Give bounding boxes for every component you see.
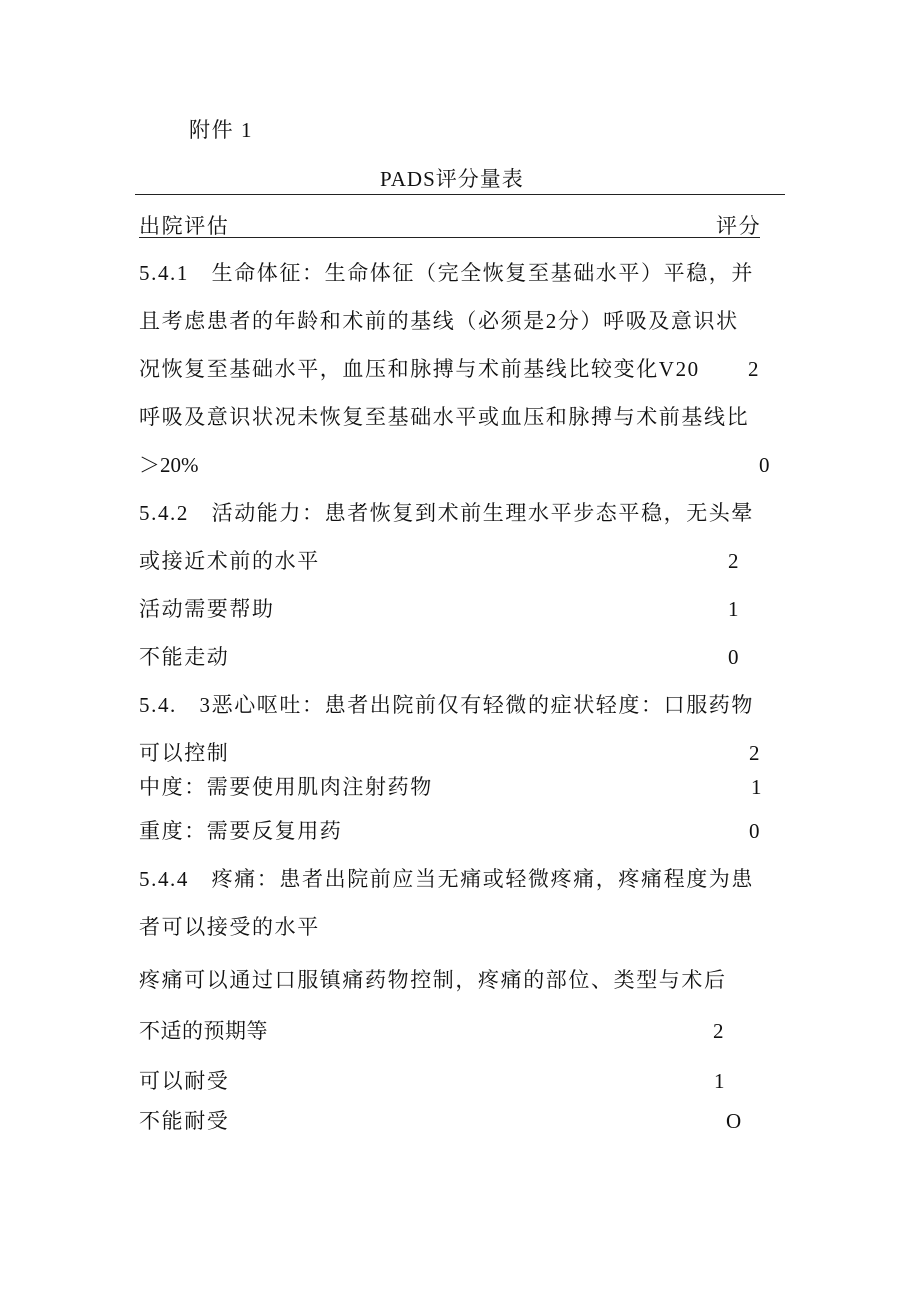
activity-score-0: 0	[728, 645, 739, 669]
activity-line-2: 或接近术前的水平	[139, 549, 320, 573]
pain-line-3: 疼痛可以通过口服镇痛药物控制，疼痛的部位、类型与术后	[139, 968, 727, 992]
pain-tolerable: 可以耐受	[139, 1069, 230, 1093]
nausea-line-2: 可以控制	[139, 741, 230, 765]
scale-title: PADS评分量表	[380, 167, 524, 191]
pain-line-4: 不适的预期等	[139, 1019, 268, 1043]
vital-signs-score-0: 0	[759, 453, 770, 477]
vital-signs-line-1: 5.4.1 生命体征：生命体征（完全恢复至基础水平）平稳，并	[139, 261, 754, 285]
activity-score-1: 1	[728, 597, 739, 621]
header-underline	[139, 237, 760, 238]
nausea-score-0: 0	[749, 819, 760, 843]
pain-score-1: 1	[714, 1069, 725, 1093]
header-discharge-assessment: 出院评估	[139, 214, 230, 238]
vital-signs-line-3: 况恢复至基础水平，血压和脉搏与术前基线比较变化V20	[139, 357, 700, 381]
pain-line-2: 者可以接受的水平	[139, 915, 320, 939]
vital-signs-line-5: ＞20%	[139, 453, 199, 477]
title-underline	[135, 194, 785, 195]
attachment-label: 附件 1	[189, 118, 254, 142]
header-score: 评分	[716, 214, 762, 238]
nausea-score-2: 2	[749, 741, 760, 765]
activity-cannot-walk: 不能走动	[139, 645, 230, 669]
activity-needs-help: 活动需要帮助	[139, 597, 275, 621]
vital-signs-score-2: 2	[748, 357, 759, 381]
vital-signs-line-4: 呼吸及意识状况未恢复至基础水平或血压和脉搏与术前基线比	[139, 405, 750, 429]
nausea-severe: 重度：需要反复用药	[139, 819, 343, 843]
vital-signs-line-2: 且考虑患者的年龄和术前的基线（必须是2分）呼吸及意识状	[139, 309, 739, 333]
nausea-moderate: 中度：需要使用肌肉注射药物	[139, 775, 433, 799]
pain-score-2: 2	[713, 1019, 724, 1043]
nausea-line-1: 5.4. 3恶心呕吐：患者出院前仅有轻微的症状轻度：口服药物	[139, 693, 754, 717]
activity-score-2: 2	[728, 549, 739, 573]
pain-line-1: 5.4.4 疼痛：患者出院前应当无痛或轻微疼痛，疼痛程度为患	[139, 867, 754, 891]
activity-line-1: 5.4.2 活动能力：患者恢复到术前生理水平步态平稳，无头晕	[139, 501, 754, 525]
pain-intolerable: 不能耐受	[139, 1109, 230, 1133]
pain-score-0: O	[726, 1109, 742, 1133]
nausea-score-1: 1	[751, 775, 762, 799]
